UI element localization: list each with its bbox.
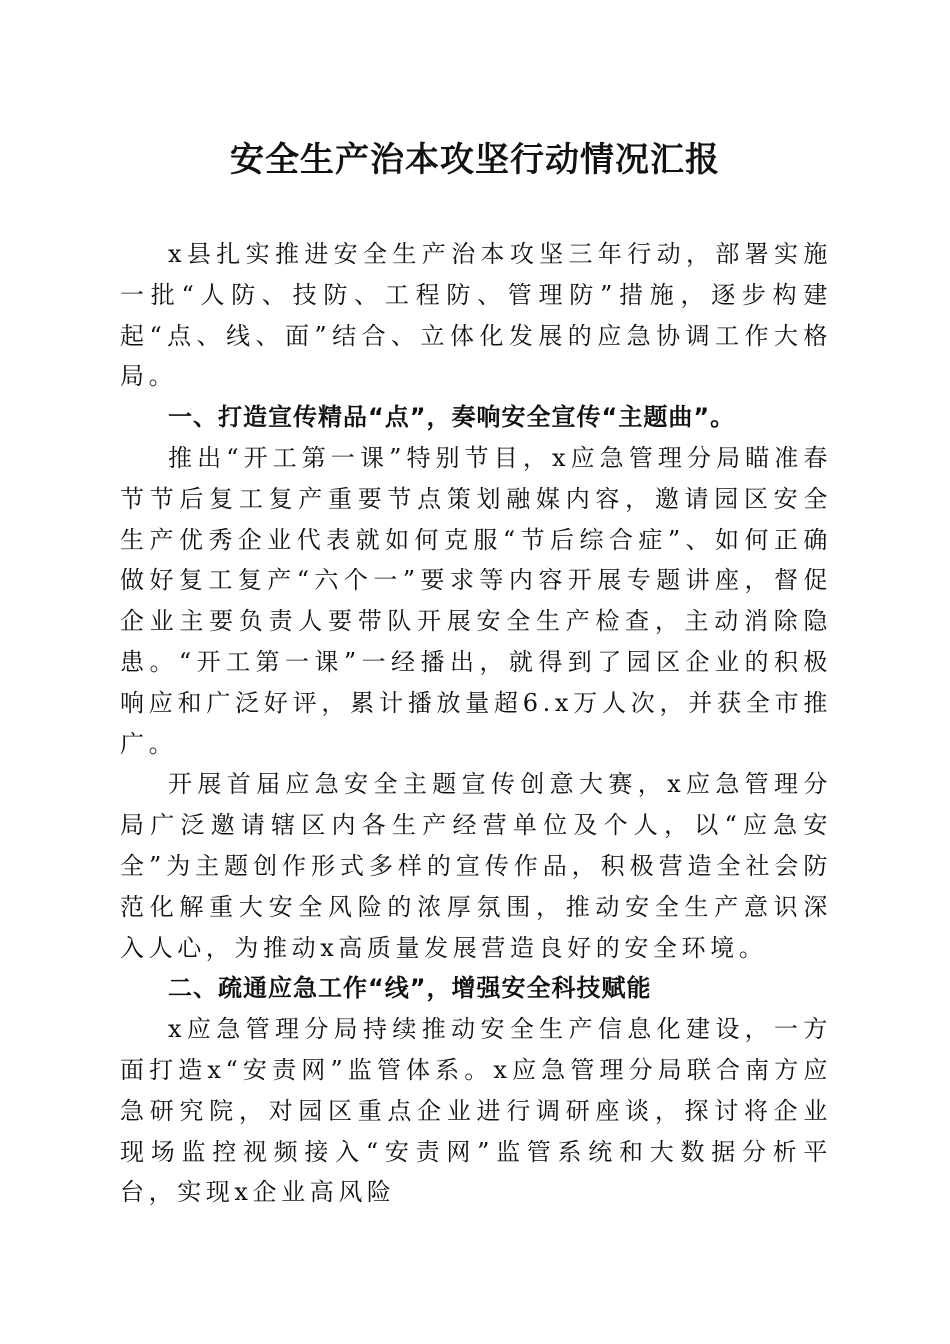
section1-paragraph-2: 开展首届应急安全主题宣传创意大赛，x应急管理分局广泛邀请辖区内各生产经营单位及个人，以“应急安全”为主题创作形式多样的宣传作品，积极营造全社会防范化解重大安全风险的浓厚氛围，推动安全生产意识深入人心，为推动x高质量发展营造良好的安全环境。 <box>120 770 832 962</box>
document-title: 安全生产治本攻坚行动情况汇报 <box>230 140 720 180</box>
section1-paragraph-1: 推出“开工第一课”特别节目，x应急管理分局瞄准春节节后复工复产重要节点策划融媒内容，邀请园区安全生产优秀企业代表就如何克服“节后综合症”、如何正确做好复工复产“六个一”要求等内容开展专题讲座，督促企业主要负责人要带队开展安全生产检查，主动消除隐患。“开工第一课”一经播出，就得到了园区企业的积极响应和广泛好评，累计播放量超6.x万人次，并获全市推广。 <box>120 443 832 758</box>
section-heading-2: 二、疏通应急工作“线”，增强安全科技赋能 <box>168 974 652 1003</box>
document-body <box>120 234 832 1213</box>
section2-paragraph-1: x应急管理分局持续推动安全生产信息化建设，一方面打造x“安责网”监管体系。x应急管理分局联合南方应急研究院，对园区重点企业进行调研座谈，探讨将企业现场监控视频接入“安责网”监管系统和大数据分析平台，实现x企业高风险 <box>120 1015 832 1207</box>
section-heading-1: 一、打造宣传精品“点”，奏响安全宣传“主题曲”。 <box>168 403 736 432</box>
intro-paragraph: x县扎实推进安全生产治本攻坚三年行动，部署实施一批“人防、技防、工程防、管理防”措施，逐步构建起“点、线、面”结合、立体化发展的应急协调工作大格局。 <box>120 240 832 391</box>
